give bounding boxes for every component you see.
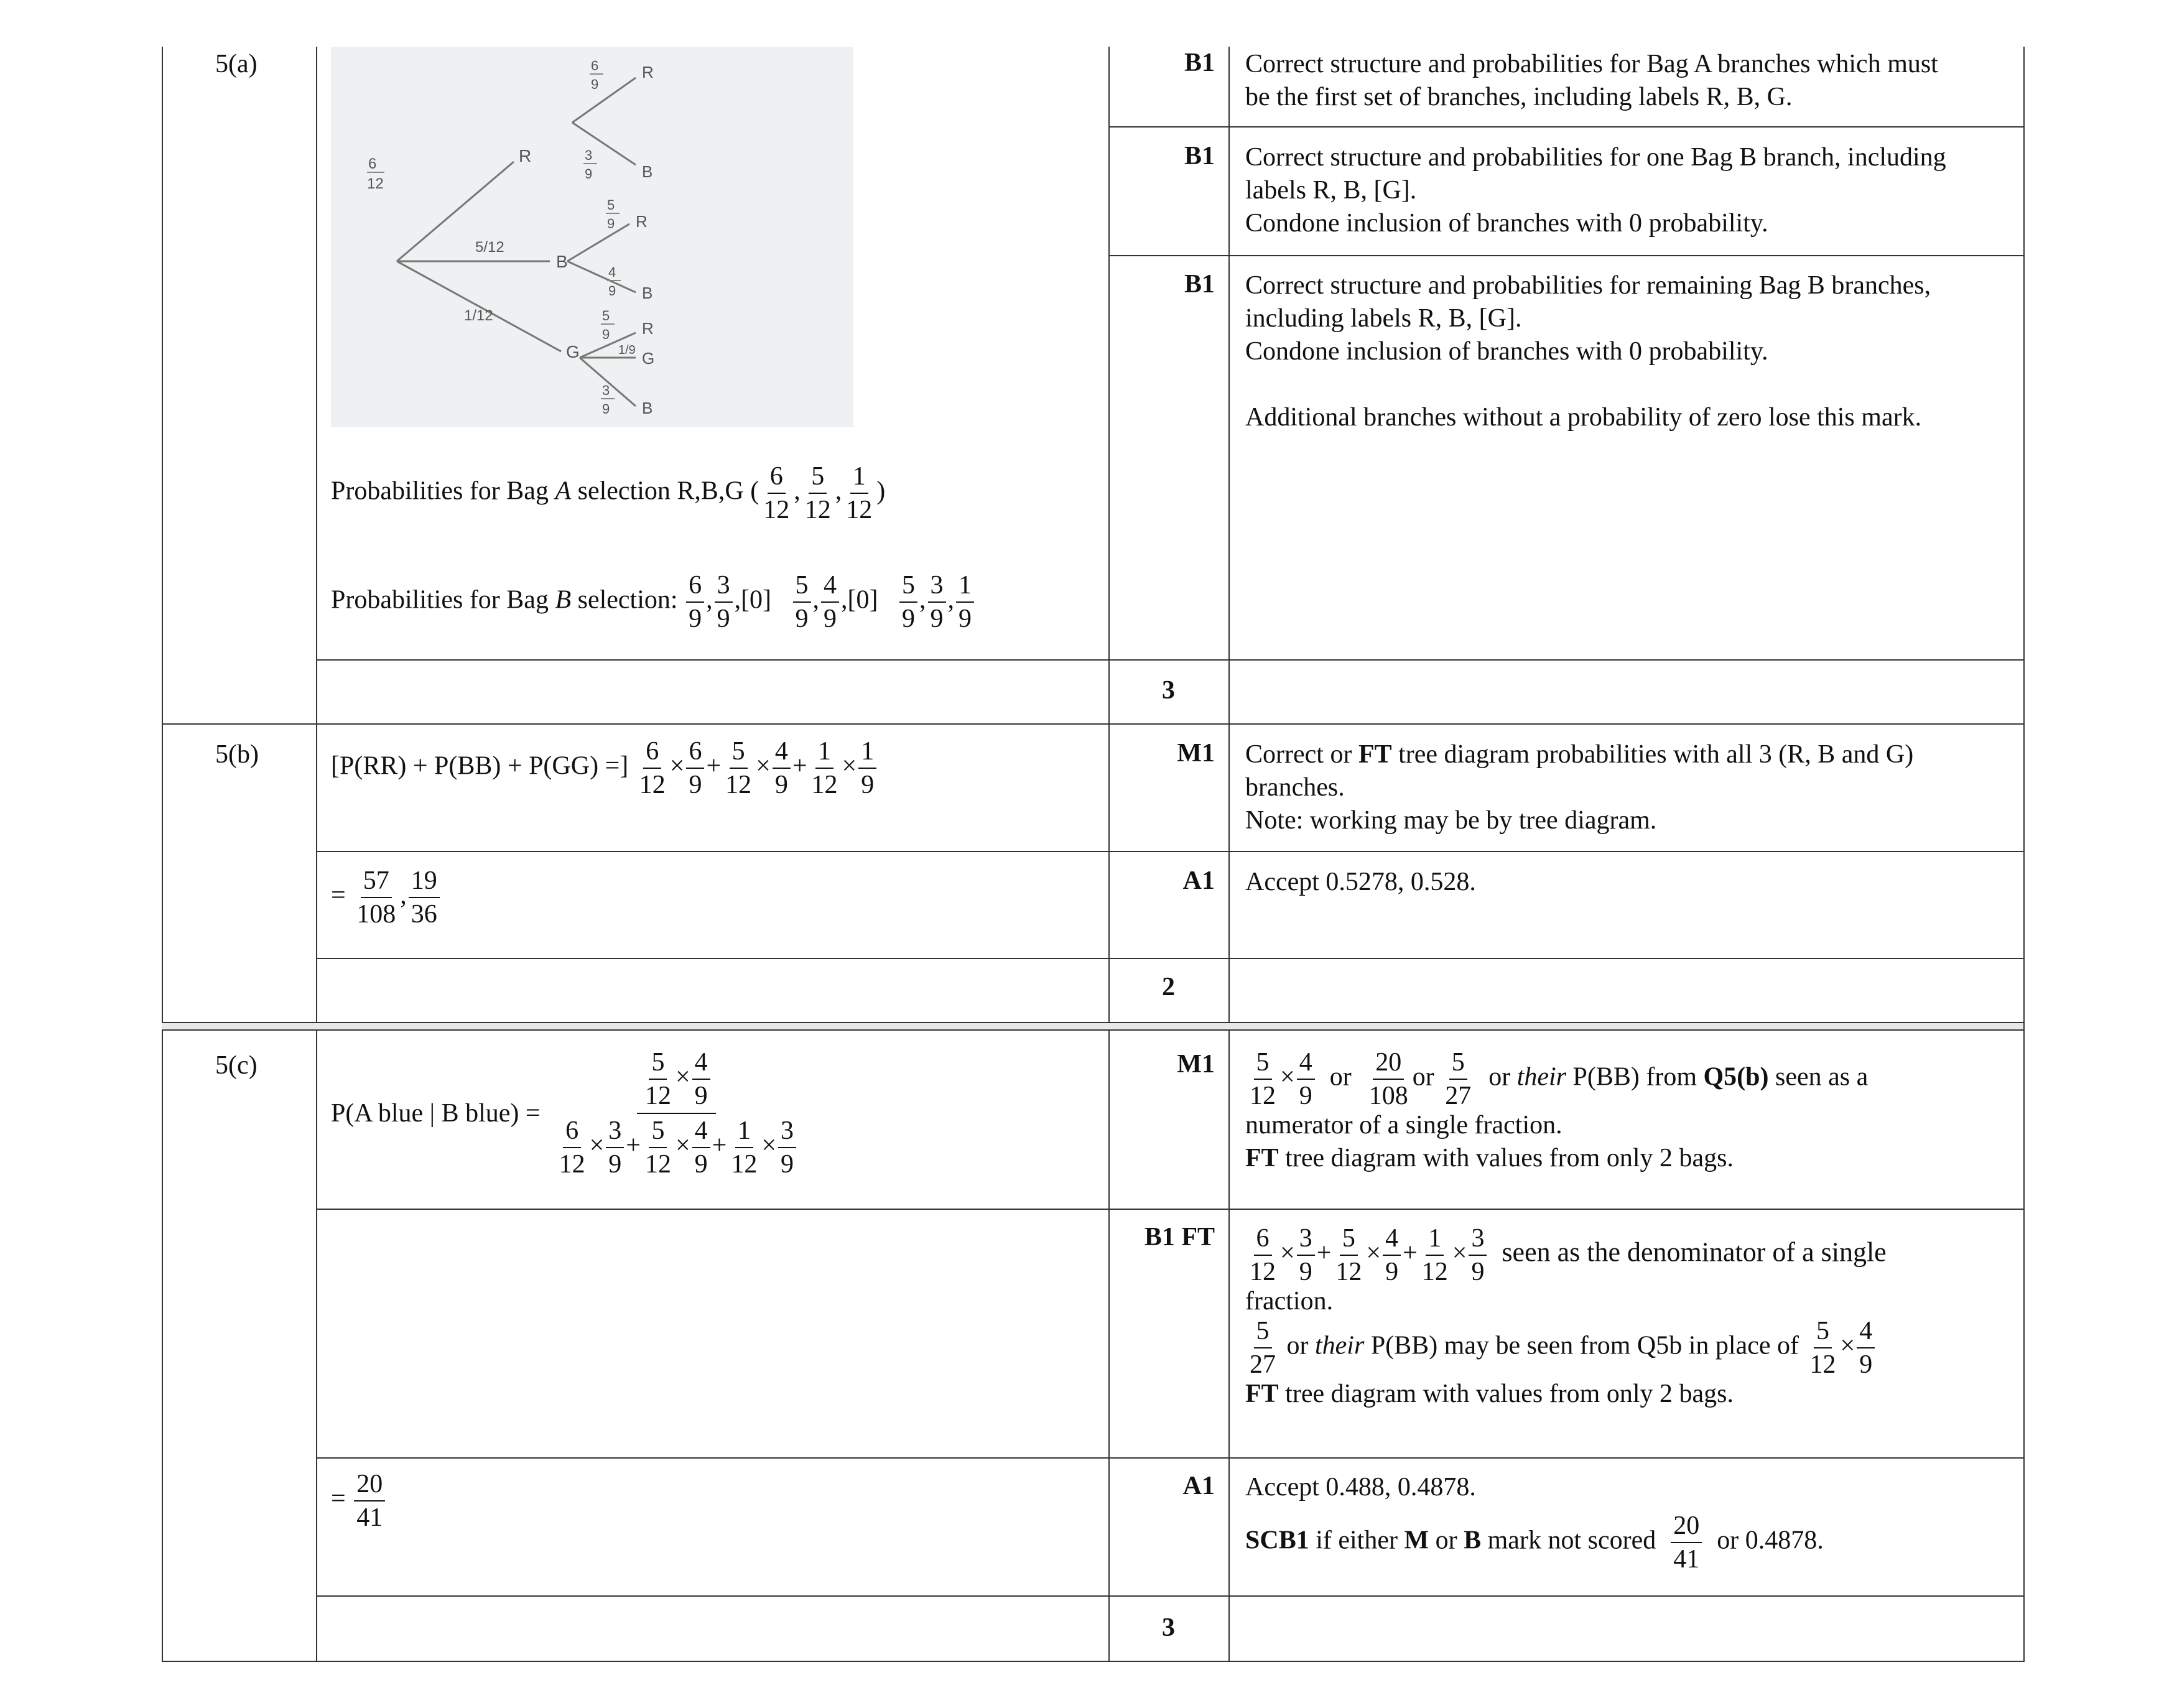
row-divider (1108, 255, 2025, 256)
guidance-5b-m1: Correct or FT tree diagram probabilities with all 3 (R, B and G) branches. Note: working may be by tree diagram. (1245, 740, 1914, 835)
guidance-5c-a1: Accept 0.488, 0.4878. SCB1 if either M or B mark not scored $\frac{20}{41}$ or 0.4878. (1245, 1473, 1824, 1574)
working-5c: P(A blue | B blue) = $\frac{5}{12}$ × $\frac{4}{9}$ $\frac{6}{12}$ × $\frac{3}{9}$ + $\frac{5}{12}$ × $\frac{4}{9}$ + $\frac{1}{12}$ × $\frac{3}{9}$ (331, 1049, 804, 1177)
mark-code: B1 (1184, 49, 1215, 77)
guidance-5a-2: Correct structure and probabilities for one Bag B branch, including labels R, B, [G]. Condone inclusion of branches with 0 probability. (1245, 143, 1946, 238)
total-marks-5b: 2 (1162, 973, 1175, 1001)
tree-branch-bagA-G (397, 261, 561, 351)
svg-text:1/9: 1/9 (618, 343, 636, 357)
svg-text:B: B (642, 162, 653, 181)
tree-label-R: R (519, 146, 532, 165)
tree-diagram (331, 47, 853, 427)
svg-text:9: 9 (585, 166, 593, 182)
tree-prob-num: 6 (368, 155, 377, 172)
question-label-5c: 5(c) (215, 1051, 258, 1080)
bagA-probabilities: Probabilities for Bag A selection R,B,G ( $\frac{6}{12}$ , $\frac{5}{12}$ , $\frac{1}{12}$ ) (331, 462, 886, 524)
table-border-left (162, 47, 163, 1662)
total-marks-5c: 3 (1162, 1613, 1175, 1642)
tree-label-G: G (566, 342, 580, 361)
svg-text:9: 9 (591, 77, 599, 92)
answer-5c: = $\frac{20}{41}$ (331, 1471, 387, 1531)
guidance-5c-b1: $\frac{6}{12}$ × $\frac{3}{9}$ + $\frac{5}{12}$ × $\frac{4}{9}$ + $\frac{1}{12}$ × $\frac{3}{9}$ seen as the denominator of a single fraction. $\frac{5}{27}$ or their P(BB) may be seen from Q5b in place of $\frac{5}{12}$ × $\frac{4}{9}$ FT tree diagram with values from only 2 bags. (1245, 1224, 1887, 1408)
tree-prob-den: 12 (367, 175, 384, 192)
table-border-bottom (162, 1661, 2025, 1662)
svg-text:3: 3 (602, 383, 610, 398)
guidance-5a-3: Correct structure and probabilities for remaining Bag B branches, including labels R, B, [G]. Condone inclusion of branches with 0 probability. Additional branches without a probability of zero lose this mark. (1245, 271, 1931, 432)
svg-text:B: B (642, 399, 653, 417)
tree-label-B: B (556, 252, 568, 271)
svg-text:9: 9 (607, 216, 615, 231)
question-label-5a: 5(a) (215, 50, 258, 78)
svg-text:R: R (636, 212, 648, 231)
mark-code: B1 FT (1144, 1223, 1215, 1251)
svg-text:5: 5 (602, 308, 610, 323)
total-marks-5a: 3 (1162, 676, 1175, 705)
svg-text:B: B (642, 284, 653, 302)
column-divider (316, 47, 317, 1662)
section-divider (162, 723, 2025, 725)
svg-text:9: 9 (602, 327, 610, 342)
svg-text:5: 5 (607, 197, 615, 213)
working-5b: [P(RR) + P(BB) + P(GG) =] $\frac{6}{12}$ × $\frac{6}{9}$ + $\frac{5}{12}$ × $\frac{4}{9}$ + $\frac{1}{12}$ × $\frac{1}{9}$ (331, 738, 878, 798)
svg-text:3: 3 (585, 147, 593, 163)
answer-5b: = $\frac{57}{108}$ , $\frac{19}{36}$ (331, 868, 442, 927)
guidance-5a-1: Correct structure and probabilities for Bag A branches which must be the first set of branches, including labels R, B, G. (1245, 50, 1938, 111)
mark-code: M1 (1177, 1050, 1215, 1079)
mark-code: A1 (1182, 866, 1215, 895)
row-divider (1108, 126, 2025, 128)
svg-text:9: 9 (608, 283, 616, 299)
mark-code: B1 (1184, 270, 1215, 299)
question-label-5b: 5(b) (215, 740, 259, 769)
guidance-5b-a1: Accept 0.5278, 0.528. (1245, 868, 1476, 896)
bagB-probabilities: Probabilities for Bag B selection: $\frac{6}{9}$ , $\frac{3}{9}$ ,[0] $\frac{5}{9}$ , $\frac{4}{9}$ ,[0] $\frac{5}{9}$ , $\frac{3}{9}$ , $\frac{1}{9}$ (331, 572, 976, 632)
tree-prob-B: 5/12 (475, 239, 504, 256)
mark-code: M1 (1177, 739, 1215, 768)
mark-code: A1 (1182, 1472, 1215, 1500)
tree-prob-G: 1/12 (464, 307, 493, 324)
section-divider (162, 1022, 2023, 1031)
svg-text:9: 9 (602, 401, 610, 417)
svg-text:R: R (642, 319, 654, 338)
svg-text:6: 6 (591, 58, 599, 73)
mark-scheme-table (162, 47, 2025, 1662)
table-border-right (2023, 47, 2025, 1662)
column-divider (1228, 47, 1230, 1662)
svg-text:G: G (642, 349, 655, 368)
svg-text:4: 4 (608, 264, 616, 280)
svg-text:R: R (642, 63, 654, 81)
guidance-5c-m1: $\frac{5}{12}$ × $\frac{4}{9}$ or $\frac{20}{108}$ or $\frac{5}{27}$ or their P(BB) from Q5(b) seen as a numerator of a single fraction. FT tree diagram with values from only 2 bags. (1245, 1048, 1869, 1172)
mark-code: B1 (1184, 142, 1215, 170)
